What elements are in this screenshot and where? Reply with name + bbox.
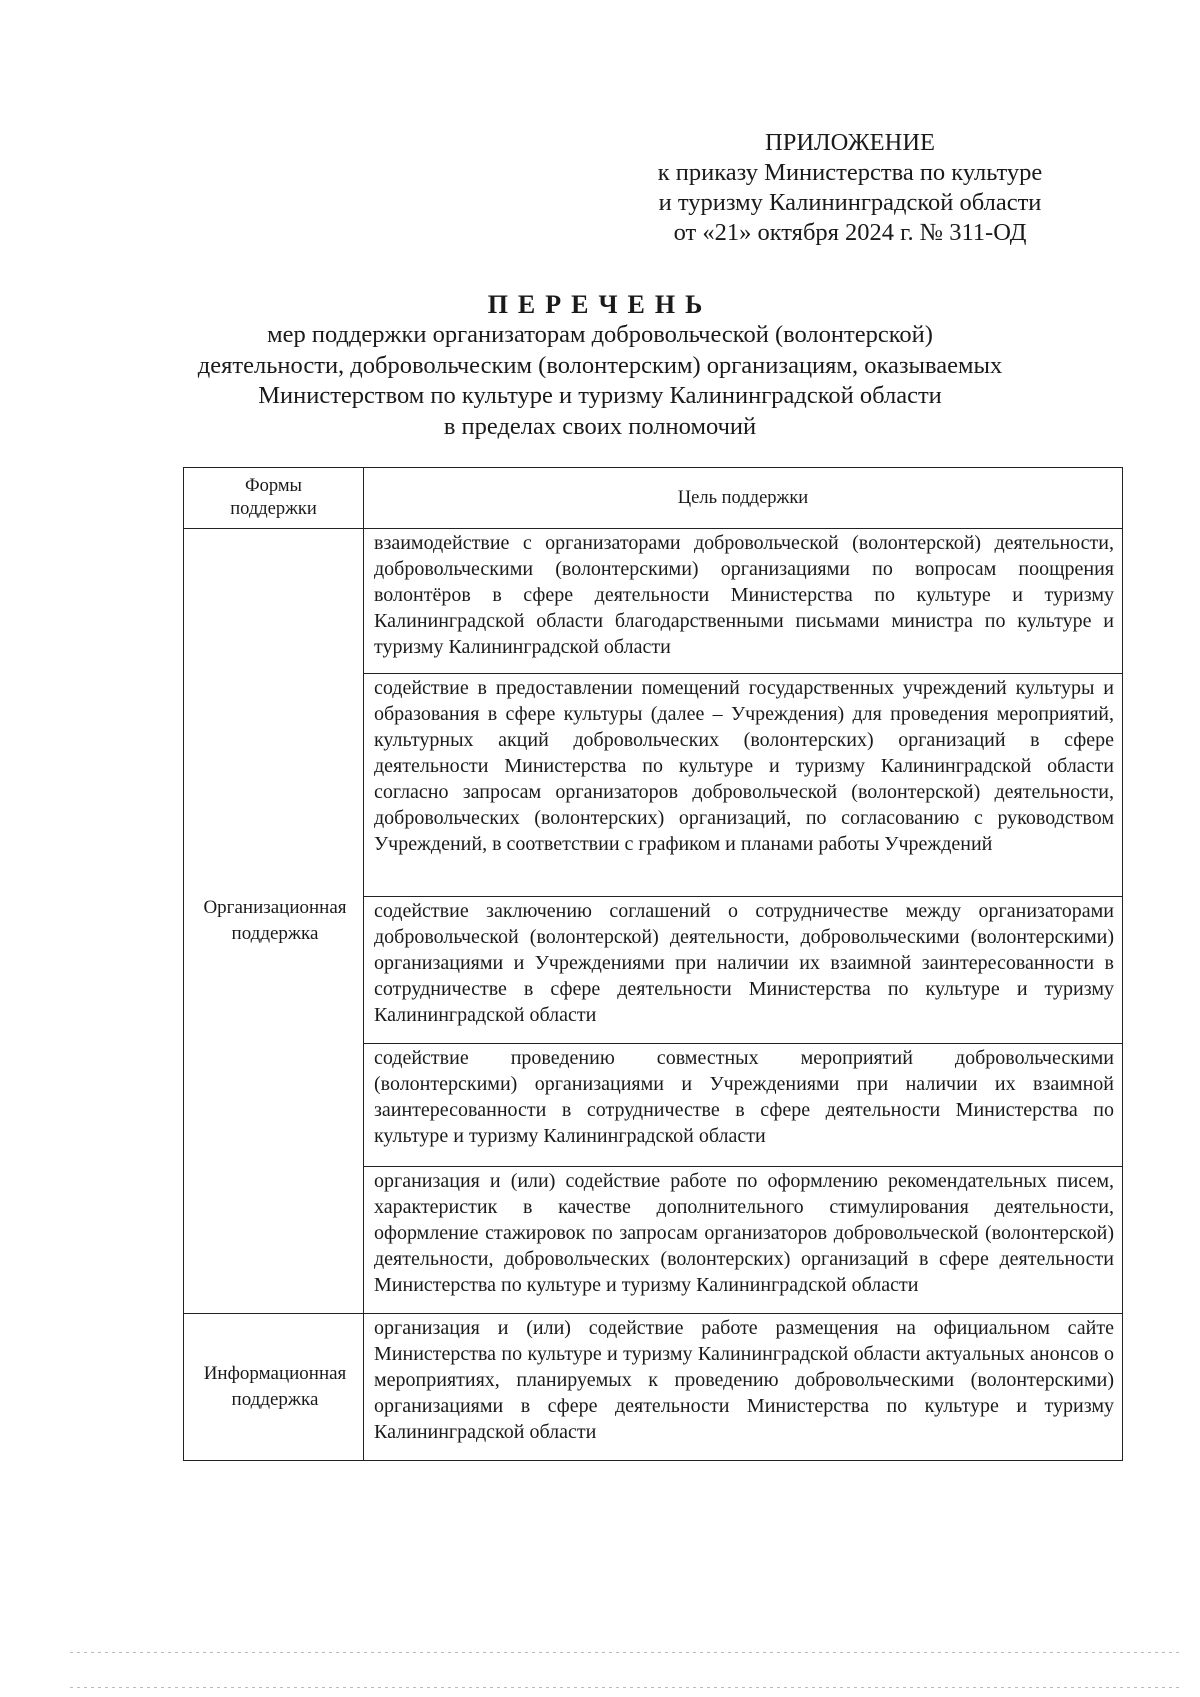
goal-text: организация и (или) содействие работе по оформлению рекомендательных писем, характеристик в качестве дополнительного стимулирования деятельности, оформление стажировок по запросам организаторов добровольческой (волонтерской) деятельности, добровольческих (волонтерских) организаций в сфере деятельности Министерства по культуре и туризму Калининградской области xyxy=(374,1170,1114,1296)
goal-cell xyxy=(364,897,1123,1044)
goal-text: содействие заключению соглашений о сотрудничестве между организаторами добровольческой (волонтерской) деятельности, добровольческими (волонтерскими) организациями и Учреждениями при наличии их взаимной заинтересованности в сотрудничестве в сфере деятельности Министерства по культуре и туризму Калининградской области xyxy=(374,900,1114,1026)
goal-text: взаимодействие с организаторами добровольческой (волонтерской) деятельности, добровольческими (волонтерскими) организациями по вопросам поощрения волонтёров в сфере деятельности Министерства по культуре и туризму Калининградской области благодарственными письмами министра по культуре и туризму Калининградской области xyxy=(374,532,1114,658)
goal-cell xyxy=(364,674,1123,897)
goal-text: организация и (или) содействие работе размещения на официальном сайте Министерства по культуре и туризму Калининградской области актуальных анонсов о мероприятиях, планируемых к проведению добровольческими (волонтерскими) организациями в сфере деятельности Министерства по культуре и туризму Калининградской области xyxy=(374,1317,1114,1443)
scan-artifact-line xyxy=(70,1687,1180,1688)
header-support-goal: Цель поддержки xyxy=(364,468,1123,529)
appendix-header xyxy=(600,128,1100,248)
goal-cell xyxy=(364,529,1123,674)
goal-cell xyxy=(364,1314,1123,1461)
table-row xyxy=(184,1314,1123,1461)
goal-cell xyxy=(364,1167,1123,1314)
appendix-order-line-2: и туризму Калининградской области xyxy=(658,189,1042,216)
appendix-order-line-1: к приказу Министерства по культуре xyxy=(657,159,1043,186)
form-cell-informational xyxy=(184,1314,364,1461)
appendix-order-date: от «21» октября 2024 г. № 311-ОД xyxy=(673,219,1027,246)
subtitle-line: мер поддержки организаторам добровольческой (волонтерской) xyxy=(267,321,933,348)
form-cell-organizational xyxy=(184,529,364,1314)
document-title: ПЕРЕЧЕНЬ xyxy=(487,290,713,319)
form-label: Информационная поддержка xyxy=(203,1363,347,1410)
form-label: Организационная поддержка xyxy=(203,897,347,944)
subtitle-line: деятельности, добровольческим (волонтерским) организациям, оказываемых xyxy=(197,351,1003,379)
appendix-title: ПРИЛОЖЕНИЕ xyxy=(765,129,935,156)
goal-cell xyxy=(364,1044,1123,1167)
table-header-row xyxy=(184,468,1123,529)
goal-text: содействие проведению совместных мероприятий добровольческими (волонтерскими) организациями и Учреждениями при наличии их взаимной заинтересованности в сотрудничестве в сфере деятельности Министерства по культуре и туризму Калининградской области xyxy=(374,1047,1114,1147)
header-forms-label: Формы поддержки xyxy=(230,476,317,519)
subtitle-line: в пределах своих полномочий xyxy=(443,412,757,440)
scan-artifact-line xyxy=(70,1652,1180,1653)
support-measures-table xyxy=(183,467,1123,1461)
goal-text: содействие в предоставлении помещений государственных учреждений культуры и образования в сфере культуры (далее – Учреждения) для проведения мероприятий, культурных акций добровольческих (волонтерских) организаций в сфере деятельности Министерства по культуре и туризму Калининградской области согласно запросам организаторов добровольческой (волонтерской) деятельности, добровольческих (волонтерских) организаций, по согласованию с руководством Учреждений, в соответствии с графиком и планами работы Учреждений xyxy=(374,677,1114,855)
header-forms-of-support xyxy=(184,468,364,529)
table-row xyxy=(184,529,1123,674)
document-subtitle xyxy=(80,320,1120,442)
subtitle-line: Министерством по культуре и туризму Калининградской области xyxy=(258,382,942,409)
